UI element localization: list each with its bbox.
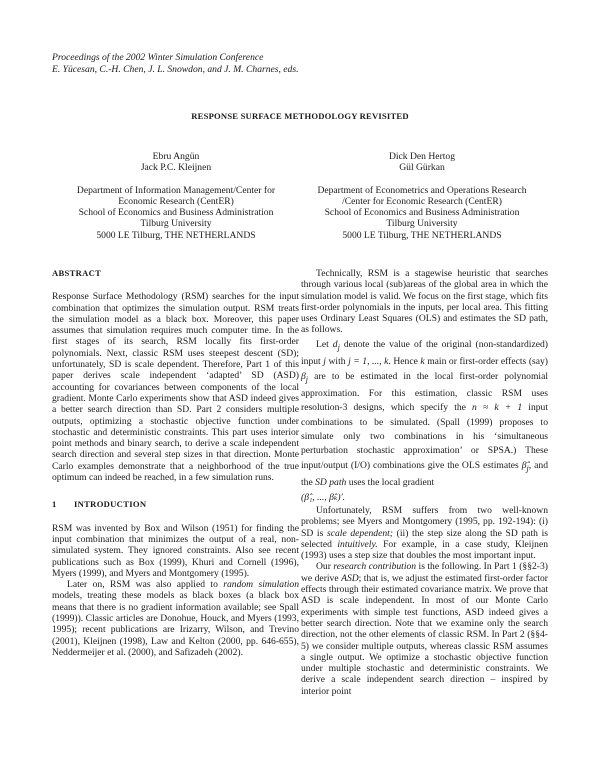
editors-line: E. Yücesan, C.-H. Chen, J. L. Snowdon, and J. M. Charnes, eds. <box>52 64 299 75</box>
math-var: k <box>420 356 425 368</box>
math-beta <box>301 371 308 382</box>
math-d <box>333 339 340 350</box>
affiliation-line: Tilburg University <box>140 218 212 230</box>
emphasis: intuitively. <box>337 538 378 550</box>
author-name: Dick Den Hertog <box>388 151 456 162</box>
abstract-text: Response Surface Methodology (RSM) searches for the input combination that optimizes the simulation output. RSM treats the simulation model as a black box. Moreover, this paper assumes that simulation requires much computer time. In the first stages of its search, RSM locally fits first-order polynomials. Next, classic RSM uses steepest descent (SD); unfortunately, SD is scale dependent. Therefore, Part 1 of this paper derives scale independent ‘adapted’ SD (ASD) accounting for covariances between components of the local gradient. Monte Carlo experiments show that ASD indeed gives a better search direction than SD. Part 2 considers multiple outputs, optimizing a stochastic objective function under stochastic and deterministic constraints. This part uses interior point methods and binary search, to derive a scale independent search direction and several step sizes in that direction. Monte Carlo examples demonstrate that a neighborhood of the true optimum can indeed be reached, in a few simulation runs. <box>52 291 299 484</box>
math-range: j = 1, ..., k <box>348 356 389 368</box>
math-var: j <box>323 356 326 368</box>
body-paragraph-2 <box>301 338 548 505</box>
author-name: Ebru Angün <box>152 151 200 162</box>
math-var: β <box>301 370 306 382</box>
math-betahat <box>522 460 529 471</box>
author-block-left <box>51 151 301 241</box>
text-run: input combinations to be simulated. (Spall (1999) proposes to simulate only two combinations in his ‘simultaneous perturbation stochastic approximation’ or SPSA.) These input/output (I/O) combinations give the OLS estimates <box>301 402 549 471</box>
body-paragraph-1: Technically, RSM is a stagewise heuristic that searches through various local (sub)areas of the global area in which the simulation model is valid. We focus on the first stage, which fits first-order polynomials in the inputs, per local area. This fitting uses Ordinary Least Squares (OLS) and estimates the SD path, as follows. <box>301 268 548 336</box>
body-paragraph-3 <box>301 505 548 561</box>
emphasis: ASD <box>341 572 359 584</box>
text-run: Later on, RSM was also applied to <box>67 579 224 591</box>
text-run: are to be estimated in the local first-order polynomial approximation. For this estimation, classic RSM uses resolution-3 designs, which specify the <box>301 370 548 414</box>
text-run: Our <box>316 561 334 573</box>
author-name: Gül Gürkan <box>399 162 445 174</box>
text-run: main or first-order effects (say) <box>424 356 548 368</box>
intro-paragraph-1: RSM was invented by Box and Wilson (1951) for finding the input combination that minimizes the output of a real, non-simulated system. They ignored constraints. Also see recent publications such as Box (1999), Khuri and Cornell (1996), Myers (1999), and Myers and Montgomery (1995). <box>52 522 299 579</box>
text-run: , and the <box>301 459 548 489</box>
affiliation-line: Department of Information Management/Center for <box>76 184 276 196</box>
math-sub: j <box>305 374 309 384</box>
section-number: 1 <box>52 499 57 510</box>
affiliation-line: 5000 LE Tilburg, THE NETHERLANDS <box>342 229 502 241</box>
text-run: (ii) the step size along the SD path is selected <box>301 527 548 550</box>
affiliation-line: /Center for Economic Research (CentER) <box>342 195 502 207</box>
paper-title: RESPONSE SURFACE METHODOLOGY REVISITED <box>191 111 409 121</box>
right-column <box>301 268 548 697</box>
math-sub: j <box>337 342 340 352</box>
math-gradient: (β̂₁, ..., β̂ₖ)′. <box>301 491 346 503</box>
affiliation-line: Tilburg University <box>386 218 458 230</box>
section-heading-introduction <box>52 499 299 510</box>
affiliation-line: School of Economics and Business Administration <box>78 207 274 219</box>
text-run: Unfortunately, RSM suffers from two well-known problems; see Myers and Montgomery (1995, pp. 192-194): (i) SD is <box>301 504 548 539</box>
body-paragraph-4 <box>301 561 548 697</box>
math-sub: j <box>526 463 529 473</box>
intro-paragraph-2 <box>52 579 299 658</box>
left-column <box>52 268 299 658</box>
affiliation-line: Economic Research (CentER) <box>118 195 234 207</box>
affiliation-line: School of Economics and Business Administration <box>324 207 520 219</box>
text-run: . Hence <box>388 356 421 368</box>
text-run: ; that is, we adjust the estimated first-order factor effects through their estimated covariance matrix. We prove that ASD is scale independent. In most of our Monte Carlo experiments with simple test functions, ASD indeed gives a better search direction. Note that we examine only the search direction, not the other elements of classic RSM. In Part 2 (§§4-5) we consider multiple outputs, whereas classic RSM assumes a single output. We optimize a stochastic objective function under multiple stochastic and deterministic constraints. We derive a scale independent search direction – inspired by interior point <box>301 572 548 697</box>
text-run: uses the local gradient <box>346 477 435 489</box>
math-expr: n ≈ k + 1 <box>472 402 523 414</box>
section-title: INTRODUCTION <box>74 499 147 510</box>
proceedings-line: Proceedings of the 2002 Winter Simulation Conference <box>52 52 264 63</box>
text-run: models, treating these models as black boxes (a black box means that there is no gradient information available; see Spall (1999)). Classic articles are Donohue, Houck, and Myers (1993, 1995); recent publications are Irizarry, Wilson, and Trevino (2001), Kleijnen (1998), Law and Kelton (2000, pp. 646-655), Neddermeijer et al. (2000), and Safizadeh (2002). <box>52 590 299 658</box>
emphasis: research contribution <box>333 561 417 573</box>
text-run: with <box>325 356 349 368</box>
text-run: Let <box>316 338 333 350</box>
text-run: For example, in a case study, Kleijnen (1993) uses a step size that doubles the most important input. <box>301 538 548 562</box>
author-name: Jack P.C. Kleijnen <box>140 162 212 174</box>
author-block-right <box>297 151 547 241</box>
math-var: β̂ <box>521 459 527 471</box>
affiliation-line: Department of Econometrics and Operations Research <box>317 184 527 196</box>
emphasis: SD path <box>315 477 347 489</box>
emphasis: scale dependent; <box>327 527 393 539</box>
math-var: d <box>332 338 338 350</box>
text-run: is the following. In Part 1 (§§2-3) we derive <box>301 561 548 584</box>
abstract-heading: ABSTRACT <box>52 268 102 278</box>
emphasis: random simulation <box>223 579 299 591</box>
text-run: denote the value of the original (non-standardized) input <box>301 338 548 368</box>
affiliation-line: 5000 LE Tilburg, THE NETHERLANDS <box>96 229 256 241</box>
